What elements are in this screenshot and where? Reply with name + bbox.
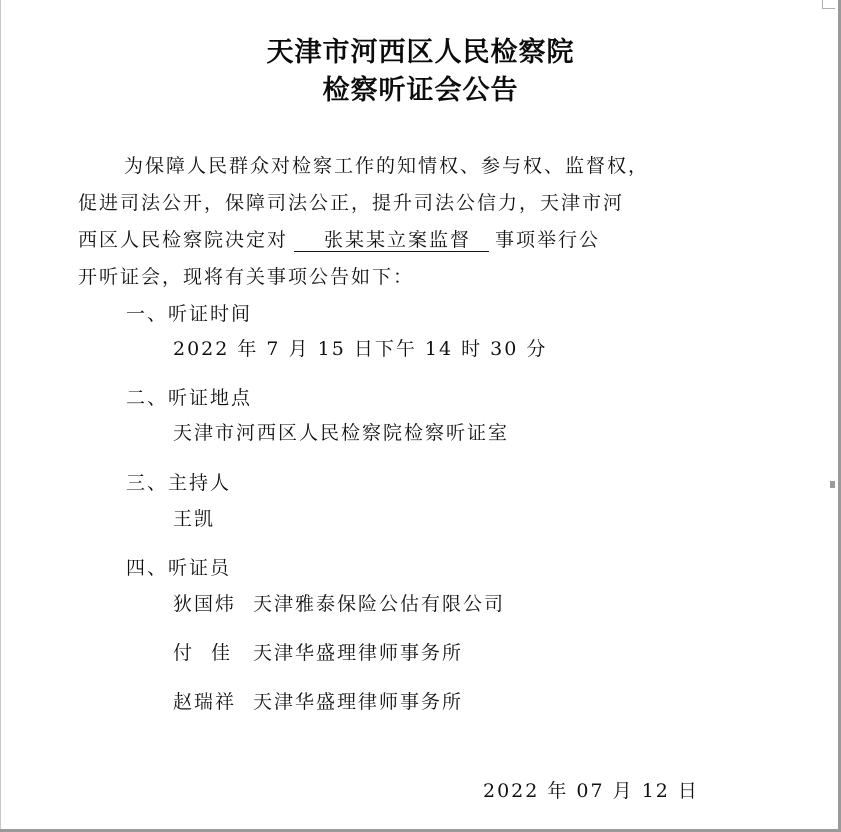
announcement-date: 2022 年 07 月 12 日 [483, 780, 699, 802]
hearing-time: 2022 年 7 月 15 日下午 14 时 30 分 [173, 338, 548, 360]
case-name-field: 张某某立案监督 [294, 229, 489, 252]
corner-mark [822, 0, 835, 9]
scroll-marker [830, 481, 835, 488]
document-subtitle: 检察听证会公告 [322, 75, 519, 106]
member-name: 赵瑞祥 [173, 691, 237, 713]
page-border-left [0, 0, 1, 832]
member-name: 付佳 [173, 642, 250, 664]
host-name: 王凯 [173, 508, 216, 530]
section-heading-location: 二、听证地点 [126, 387, 253, 409]
member-row [173, 687, 463, 714]
member-org: 天津雅泰保险公估有限公司 [253, 593, 506, 615]
intro-line-4: 开听证会，现将有关事项公告如下： [78, 266, 415, 288]
member-row [173, 638, 463, 665]
intro-line-1: 为保障人民群众对检察工作的知情权、参与权、监督权， [124, 155, 650, 177]
intro-line-3 [78, 225, 718, 252]
section-heading-members: 四、听证员 [126, 557, 232, 579]
member-name: 狄国炜 [173, 593, 237, 615]
intro-line-3-end: 事项举行公 [495, 229, 601, 251]
intro-line-3-start: 西区人民检察院决定对 [78, 229, 289, 251]
hearing-location: 天津市河西区人民检察院检察听证室 [173, 422, 510, 444]
member-org: 天津华盛理律师事务所 [253, 642, 464, 664]
section-heading-host: 三、主持人 [126, 472, 232, 494]
section-heading-time: 一、听证时间 [126, 303, 253, 325]
document-title: 天津市河西区人民检察院 [266, 37, 575, 68]
intro-line-2: 促进司法公开，保障司法公正，提升司法公信力，天津市河 [78, 192, 625, 214]
member-org: 天津华盛理律师事务所 [253, 691, 464, 713]
member-row [173, 589, 505, 616]
